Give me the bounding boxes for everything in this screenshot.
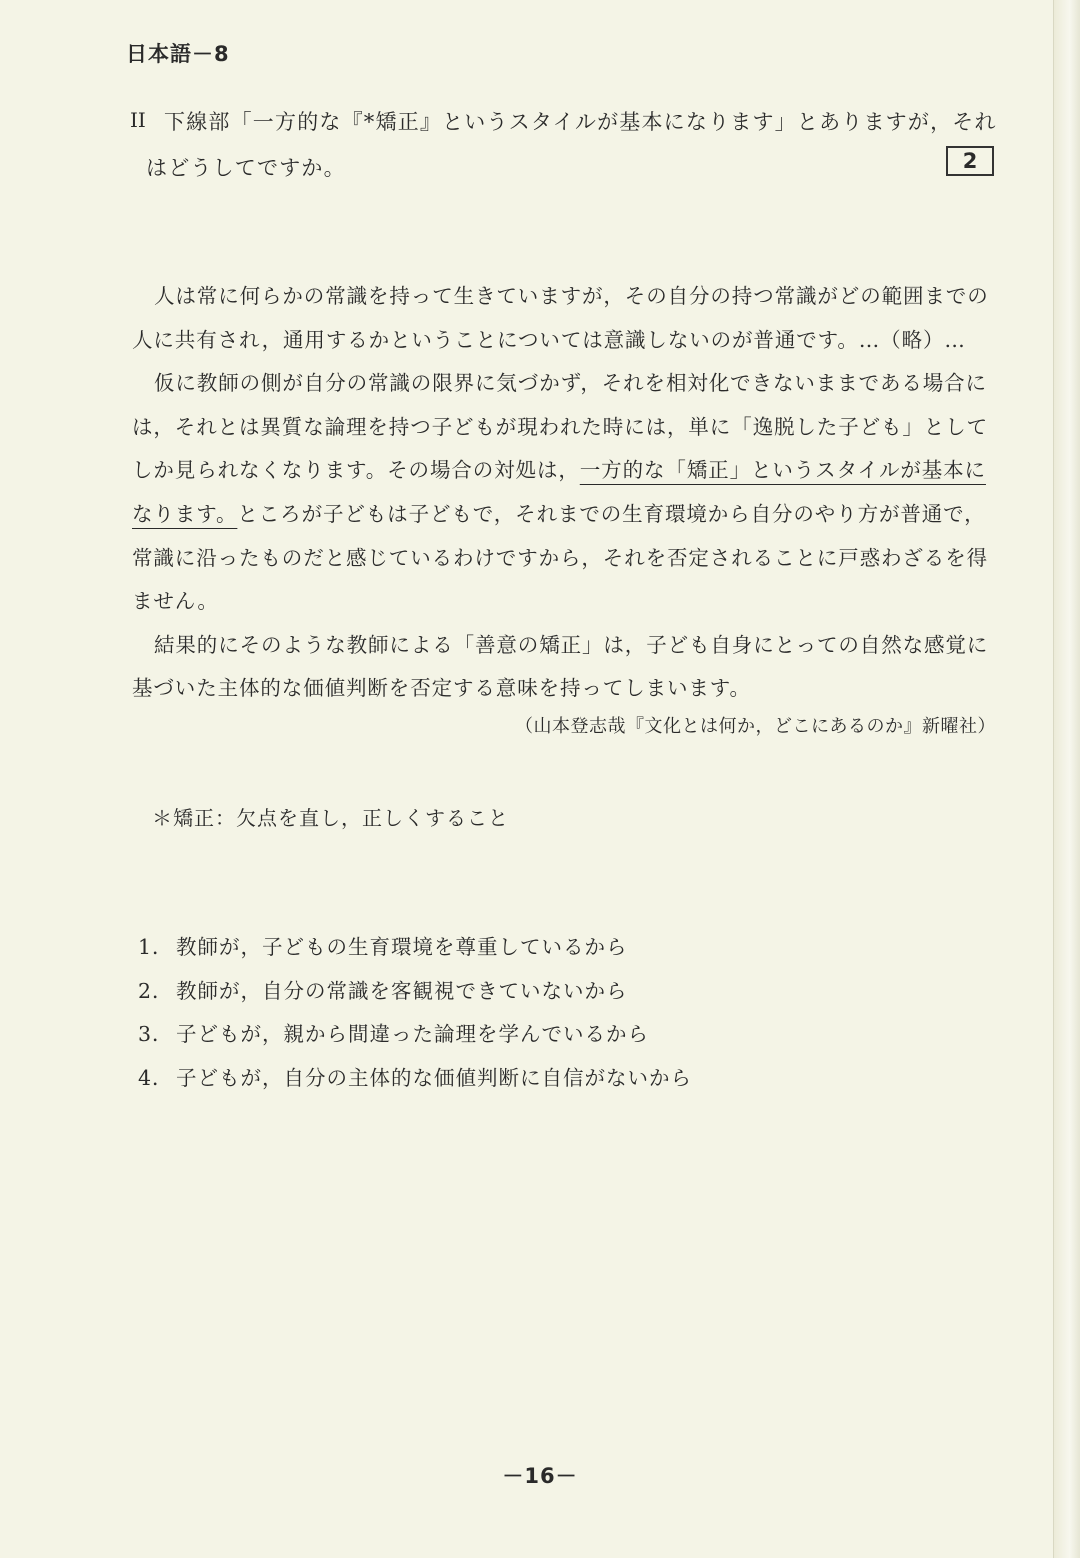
choice-number: 2． [138,978,174,1003]
choice-item [138,970,692,1014]
footnote: ＊矯正：欠点を直し，正しくすること [152,806,509,830]
passage-line: は，それとは異質な論理を持つ子どもが現われた時には，単に「逸脱した子ども」として [132,414,988,439]
reading-passage [132,275,1000,711]
choice-item [138,1013,692,1057]
source-citation: （山本登志哉『文化とは何か，どこにあるのか』新曜社） [515,716,996,737]
page-number: －16－ [502,1464,578,1488]
choice-text: 子どもが，親から間違った論理を学んでいるから [176,1022,649,1047]
choice-text: 教師が，自分の常識を客観視できていないから [176,978,628,1003]
passage-line: 常識に沿ったものだと感じているわけですから，それを否定されることに戸惑わざるを得 [132,545,988,570]
choice-number: 3． [138,1022,174,1047]
passage-text: ところが子どもは子どもで，それまでの生育環境から自分のやり方が普通で， [237,501,986,526]
page-edge [1053,0,1080,1558]
choice-item [138,926,692,970]
underlined-phrase: 一方的な「矯正」というスタイルが基本に [579,458,986,483]
question-text-line1: 下線部「一方的な『*矯正』というスタイルが基本になります」とありますが，それ [164,110,997,134]
choice-item [138,1057,692,1101]
passage-line [132,449,1000,493]
section-header: 日本語－8 [126,42,230,66]
underlined-phrase: なります。 [132,501,238,526]
choice-number: 1． [138,935,174,959]
passage-line: 結果的にそのような教師による「善意の矯正」は，子ども自身にとっての自然な感覚に [154,632,989,657]
choice-number: 4． [138,1065,174,1090]
question-label: II [130,108,146,132]
passage-text: しか見られなくなります。その場合の対処は， [132,458,580,483]
passage-line: 人に共有され，通用するかということについては意識しないのが普通です。…（略）… [132,327,966,352]
choice-text: 教師が，子どもの生育環境を尊重しているから [176,935,628,959]
passage-line: ません。 [132,589,219,614]
passage-line: 人は常に何らかの常識を持って生きていますが，その自分の持つ常識がどの範囲までの [154,284,989,308]
answer-number-box: 2 [946,146,994,176]
passage-line: 基づいた主体的な価値判断を否定する意味を持ってしまいます。 [132,676,751,701]
passage-line [132,493,1000,537]
passage-line: 仮に教師の側が自分の常識の限界に気づかず，それを相対化できないままである場合に [154,371,987,396]
answer-choices [138,926,692,1100]
question-text-line2: はどうしてですか。 [146,156,346,180]
choice-text: 子どもが，自分の主体的な価値判断に自信がないから [176,1065,692,1090]
